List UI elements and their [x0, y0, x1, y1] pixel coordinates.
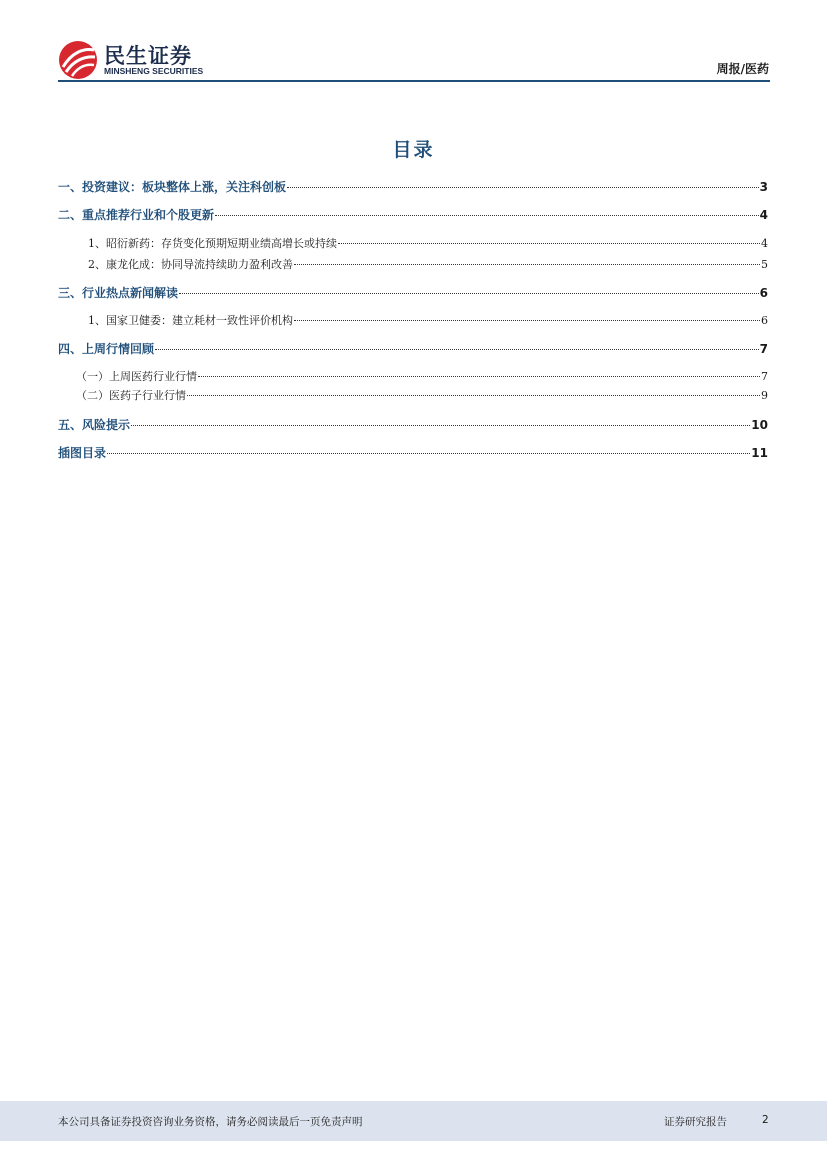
toc-entry-label: 二、重点推荐行业和个股更新	[58, 208, 215, 222]
minsheng-logo-icon	[58, 40, 98, 80]
toc-entry-label: 1、国家卫健委：建立耗材一致性评价机构	[88, 314, 293, 327]
toc-leader-dots	[294, 264, 760, 265]
toc-entry[interactable]	[58, 444, 768, 462]
toc-entry[interactable]	[58, 340, 768, 358]
logo-english-name: MINSHENG SECURITIES	[104, 66, 204, 76]
toc-entry[interactable]	[58, 368, 768, 386]
toc-entry-label: 一、投资建议：板块整体上涨，关注科创板	[58, 180, 287, 194]
toc-entry[interactable]	[58, 206, 768, 224]
toc-entry-label: （一）上周医药行业行情	[76, 370, 197, 383]
toc-entry-page: 7	[759, 342, 768, 356]
toc-entry-page: 3	[759, 180, 768, 194]
toc-leader-dots	[155, 349, 759, 350]
toc-entry[interactable]	[58, 416, 768, 434]
toc-entry-label: 2、康龙化成：协同导流持续助力盈利改善	[88, 258, 293, 271]
toc-entry[interactable]	[58, 387, 768, 405]
footer-report-type: 证券研究报告	[664, 1116, 727, 1128]
toc-leader-dots	[294, 320, 760, 321]
toc-leader-dots	[187, 395, 760, 396]
page-header	[0, 0, 827, 84]
toc-leader-dots	[287, 187, 759, 188]
toc-entry-page: 4	[759, 208, 768, 222]
toc-entry-page: 11	[751, 446, 768, 460]
toc-entry-label: 四、上周行情回顾	[58, 342, 155, 356]
footer-page-number: 2	[762, 1114, 769, 1126]
toc-entry-page: 6	[759, 286, 768, 300]
toc-leader-dots	[107, 453, 750, 454]
toc-title: 目录	[392, 139, 435, 161]
toc-entry[interactable]	[58, 178, 768, 196]
toc-entry[interactable]	[58, 235, 768, 253]
page-footer	[0, 1101, 827, 1141]
toc-entry-page: 5	[761, 258, 768, 271]
report-category: 周报/医药	[716, 62, 769, 76]
toc-entry-label: 1、昭衍新药：存货变化预期短期业绩高增长或持续	[88, 237, 337, 250]
toc-entry[interactable]	[58, 256, 768, 274]
toc-entry[interactable]	[58, 312, 768, 330]
toc-entry-page: 7	[761, 370, 768, 383]
toc-entry-label: 五、风险提示	[58, 418, 131, 432]
toc-leader-dots	[198, 376, 760, 377]
toc-leader-dots	[179, 293, 759, 294]
footer-disclaimer: 本公司具备证券投资咨询业务资格，请务必阅读最后一页免责声明	[58, 1116, 363, 1128]
toc-leader-dots	[215, 215, 759, 216]
toc-leader-dots	[338, 243, 760, 244]
toc-entry-label: 三、行业热点新闻解读	[58, 286, 179, 300]
toc-leader-dots	[131, 425, 750, 426]
toc-entry-label: （二）医药子行业行情	[76, 389, 186, 402]
header-divider	[58, 80, 770, 82]
toc-entry-label: 插图目录	[58, 446, 107, 460]
toc-entry-page: 10	[751, 418, 768, 432]
toc-entry-page: 6	[761, 314, 768, 327]
toc-entry-page: 4	[761, 237, 768, 250]
toc-entry[interactable]	[58, 284, 768, 302]
logo-chinese-name: 民生证券	[104, 44, 192, 68]
toc-entry-page: 9	[761, 389, 768, 402]
